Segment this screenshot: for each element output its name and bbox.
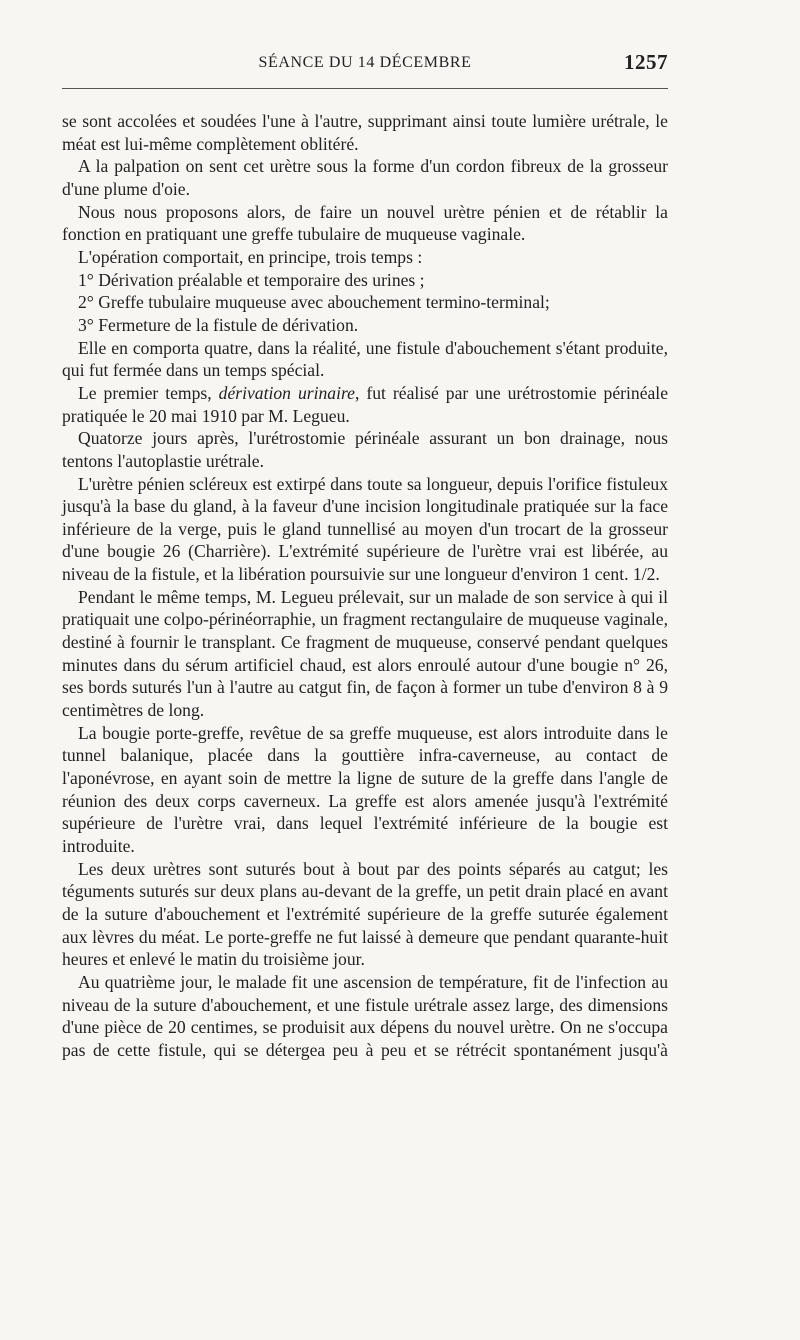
paragraph: Les deux urètres sont suturés bout à bout par des points séparés au catgut; les téguments suturés sur deux plans au-devant de la greffe, un petit drain placé en avant de la suture d'abouchement et l'extrémité supérieure de la greffe suturée également aux lèvres du méat. Le porte-greffe ne fut laissé à demeure que pendant quarante-huit heures et enlevé le matin du troisième jour. <box>62 858 668 970</box>
paragraph: La bougie porte-greffe, revêtue de sa greffe muqueuse, est alors introduite dans le tunnel balanique, placée dans la gouttière infra-caverneuse, au contact de l'aponévrose, en ayant soin de mettre la ligne de suture de la greffe dans l'angle de réunion des deux corps caverneux. La greffe est alors amenée jusqu'à l'extrémité supérieure de l'urètre vrai, dans lequel l'extrémité inférieure de la bougie est introduite. <box>62 722 668 856</box>
emphasis-text: dérivation urinaire <box>218 382 355 403</box>
paragraph: L'urètre pénien scléreux est extirpé dans toute sa longueur, depuis l'orifice fistuleux jusqu'à la base du gland, à la faveur d'une incision longitudinale pratiquée sur la face inférieure de la verge, puis le gland tunnellisé au moyen d'un trocart de la grosseur d'une bougie 26 (Charrière). L'extrémité supérieure de l'urètre vrai est libérée, au niveau de la fistule, et la libération poursuivie sur une longueur d'environ 1 cent. 1/2. <box>62 473 668 585</box>
body-text <box>62 110 668 1062</box>
header-rule <box>62 88 668 89</box>
page-number: 1257 <box>624 50 668 74</box>
page-header <box>62 50 668 80</box>
paragraph: A la palpation on sent cet urètre sous la forme d'un cordon fibreux de la grosseur d'une plume d'oie. <box>62 156 668 199</box>
text-span: , fut réalisé par une urétrostomie périnéale pratiquée le 20 mai 1910 par M. Legueu. <box>62 382 669 426</box>
list-item: 3° Fermeture de la fistule de dérivation. <box>78 314 359 335</box>
paragraph: L'opération comportait, en principe, trois temps : <box>78 246 423 267</box>
paragraph: Quatorze jours après, l'urétrostomie périnéale assurant un bon drainage, nous tentons l'autoplastie urétrale. <box>62 428 668 471</box>
paragraph: se sont accolées et soudées l'une à l'autre, supprimant ainsi toute lumière urétrale, le méat est lui-même complètement oblitéré. <box>62 111 668 154</box>
paragraph <box>62 382 668 427</box>
paragraph: Au quatrième jour, le malade fit une ascension de température, fit de l'infection au niveau de la suture d'abouchement, et une fistule urétrale assez large, des dimensions d'une pièce de 20 centimes, se produisit aux dépens du nouvel urètre. On ne s'occupa pas de cette fistule, qui se détergea peu à peu et se rétrécit spontanément jusqu'à <box>62 971 668 1060</box>
list-item: 2° Greffe tubulaire muqueuse avec abouchement termino-terminal; <box>78 292 550 313</box>
paragraph: Pendant le même temps, M. Legueu prélevait, sur un malade de son service à qui il pratiquait une colpo-périnéorraphie, un fragment rectangulaire de muqueuse vaginale, destiné à fournir le transplant. Ce fragment de muqueuse, conservé pendant quelques minutes dans du sérum artificiel chaud, est alors enroulé autour d'une bougie n° 26, ses bords suturés l'un à l'autre au catgut fin, de façon à former un tube d'environ 8 à 9 centimètres de long. <box>62 586 668 721</box>
list-item: 1° Dérivation préalable et temporaire des urines ; <box>78 269 425 290</box>
paragraph: Nous nous proposons alors, de faire un nouvel urètre pénien et de rétablir la fonction en pratiquant une greffe tubulaire de muqueuse vaginale. <box>62 201 668 245</box>
text-span: Le premier temps, <box>78 382 219 403</box>
paragraph: Elle en comporta quatre, dans la réalité, une fistule d'abouchement s'étant produite, qui fut fermée dans un temps spécial. <box>62 337 668 381</box>
running-title: SÉANCE DU 14 DÉCEMBRE <box>258 54 472 71</box>
